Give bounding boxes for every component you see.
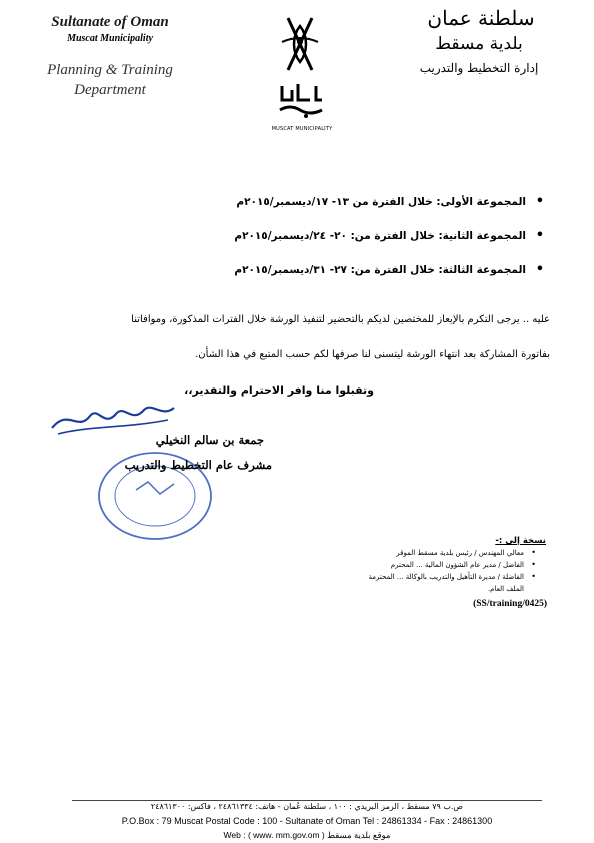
- footer-english-address: P.O.Box : 79 Muscat Postal Code : 100 - Sultanate of Oman Tel : 24861334 - Fax : 24861300: [121, 816, 493, 826]
- body-paragraph-line2: بفاتورة المشاركة بعد انتهاء الورشة ليتسنى لنا صرفها لكم حسب المتبع في هذا الشأن.: [195, 349, 550, 360]
- list-item: • معالي المهندس / رئيس بلدية مسقط الموقر: [236, 549, 536, 561]
- oman-emblem-icon: [268, 12, 332, 76]
- list-item: الملف العام.: [487, 585, 524, 593]
- signatory-name: جمعة بن سالم النخيلي: [155, 433, 264, 447]
- footer-divider: [72, 800, 542, 801]
- arabic-department: إدارة التخطيط والتدريب: [419, 61, 539, 75]
- footer-website: Web : ( www. mm.gov.om ) موقع بلدية مسقط: [223, 830, 391, 840]
- list-item: • الفاضلة / مديرة التأهيل والتدريب بالوكالة ... المحترمة: [236, 573, 536, 585]
- group-list: [44, 196, 544, 298]
- copies-heading: نسخة إلى :-: [495, 536, 546, 546]
- closing-line: وتقبلوا منا وافر الاحترام والتقدير،،: [184, 384, 374, 397]
- footer-arabic-address: ص.ب ٧٩ مسقط ، الرمز البريدي : ١٠٠ ، سلطنة عُمان - هاتف: ٢٤٨٦١٣٣٤ ، فاكس: ٢٤٨٦١٣٠٠: [150, 802, 464, 811]
- department-name-line2: Department: [74, 82, 146, 98]
- copies-list: [236, 549, 536, 597]
- english-title: Sultanate of Oman: [51, 14, 169, 30]
- list-item: • المجموعة الثانية: خلال الفترة من: ٢٠- ٢٤/ديسمبر/٢٠١٥م: [44, 230, 544, 264]
- arabic-subtitle: بلدية مسقط: [435, 34, 523, 54]
- department-name-line1: Planning & Training: [47, 62, 173, 78]
- body-paragraph-line1: عليه .. يرجى التكرم بالإيعاز للمختصين لديكم بالتحضير لتنفيذ الورشة خلال الفترات المذكورة، وموافاتنا: [131, 314, 550, 325]
- list-item: • المجموعة الأولى: خلال الفترة من ١٣- ١٧/ديسمبر/٢٠١٥م: [44, 196, 544, 230]
- signatory-title: مشرف عام التخطيط والتدريب: [124, 458, 272, 472]
- reference-number: (SS/training/0425): [473, 599, 547, 609]
- logo-caption: MUSCAT MUNICIPALITY: [271, 126, 333, 132]
- municipality-logo-icon: [276, 80, 328, 120]
- arabic-title: سلطنة عمان: [427, 6, 535, 30]
- list-item: • الفاضل / مدير عام الشؤون المالية ... المحترم: [236, 561, 536, 573]
- english-subtitle: Muscat Municipality: [67, 33, 153, 44]
- list-item: • المجموعة الثالثة: خلال الفترة من: ٢٧- ٣١/ديسمبر/٢٠١٥م: [44, 264, 544, 298]
